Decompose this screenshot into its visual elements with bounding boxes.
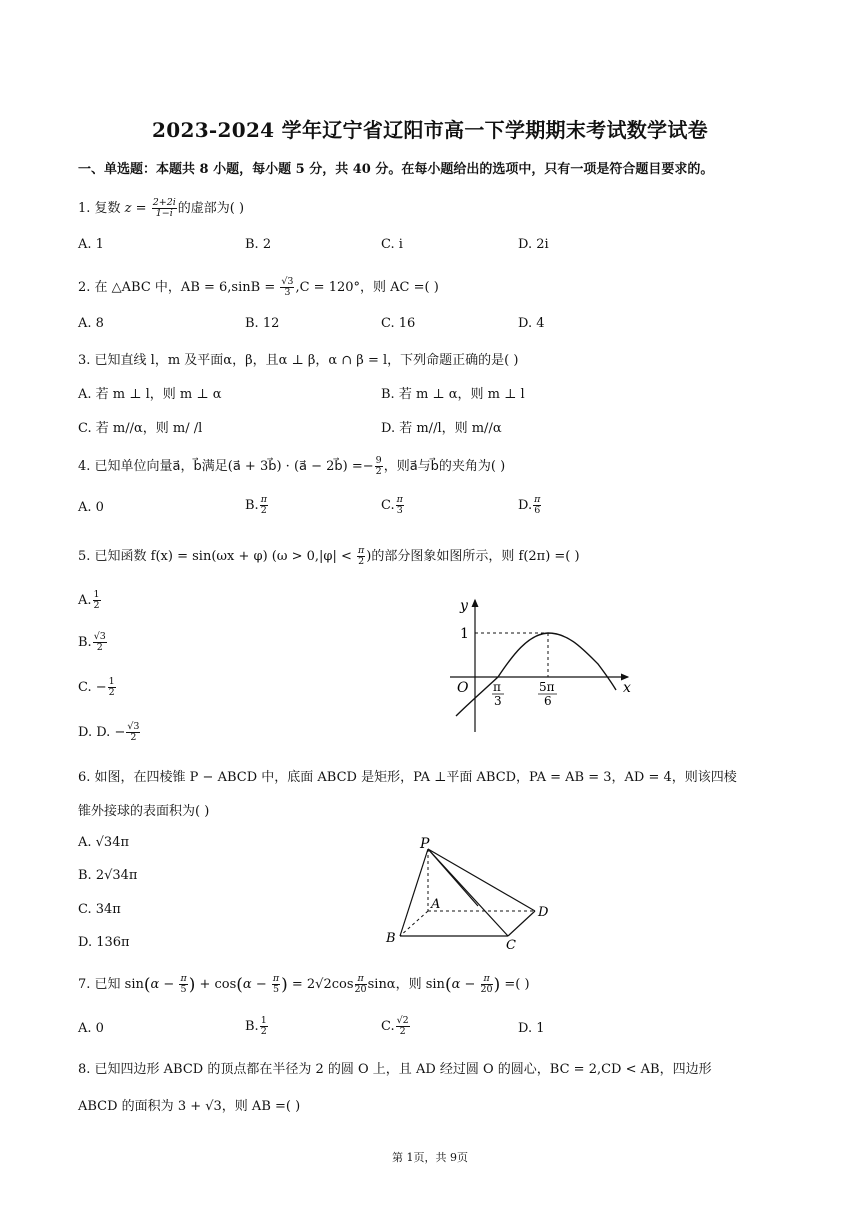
q7-c-den: 2 (399, 1025, 406, 1037)
q7-text-e: =( ) (500, 977, 530, 992)
q7-frac-2 (272, 974, 280, 995)
q5-option-a[interactable] (78, 590, 102, 611)
q7-option-c[interactable] (381, 1016, 411, 1037)
q4-c-den: 3 (396, 504, 403, 516)
q7-frac-3 (355, 974, 367, 995)
edge-pd (428, 849, 535, 911)
question-3: 3. 已知直线 l，m 及平面α，β，且α ⊥ β，α ∩ β = l，下列命题正确的是( ) (78, 353, 519, 368)
q7-paren-close-2: ) (281, 975, 288, 995)
page-title: 2023-2024 学年辽宁省辽阳市高一下学期期末考试数学试卷 (152, 118, 708, 142)
q5-d-den: 2 (130, 731, 137, 743)
q5-d-num: √3 (127, 721, 140, 732)
y-axis-label: y (460, 598, 468, 614)
question-2 (78, 276, 439, 298)
q7-option-b[interactable] (245, 1016, 269, 1037)
q7-option-b-label: B. (245, 1018, 259, 1034)
q5-a-den: 2 (93, 599, 100, 611)
tick-5pi-6-num: 5π (539, 680, 555, 694)
q7-f3-num: π (355, 974, 367, 985)
q1-fraction (152, 198, 177, 219)
q7-f4-den: 20 (480, 984, 493, 995)
question-8-line-1: 8. 已知四边形 ABCD 的顶点都在半径为 2 的圆 O 上，且 AD 经过圆 O 的圆心，BC = 2,CD < AB，四边形 (78, 1062, 712, 1077)
q1-eq: = (131, 201, 151, 216)
q3-option-a[interactable]: A. 若 m ⊥ l，则 m ⊥ α (78, 387, 222, 402)
q7-c-num: √2 (396, 1015, 409, 1026)
q6-option-b[interactable]: B. 2√34π (78, 868, 138, 883)
pyramid-figure (380, 836, 560, 952)
tick-pi-3-num: π (493, 680, 501, 694)
q2-frac-den: 3 (284, 287, 291, 298)
question-6-line-1: 6. 如图，在四棱锥 P − ABCD 中，底面 ABCD 是矩形，PA ⊥平面 ABCD，PA = AB = 3，AD = 4，则该四棱 (78, 770, 737, 785)
x-axis-label: x (623, 680, 631, 696)
q7-option-d[interactable]: D. 1 (518, 1021, 545, 1036)
q2-fraction (280, 277, 294, 298)
q3-option-c[interactable]: C. 若 m//α，则 m/ /l (78, 421, 203, 436)
q7-paren-close-1: ) (188, 975, 196, 995)
vertex-d-label: D (538, 905, 549, 920)
q4-option-d-label: D. (518, 497, 533, 513)
q7-frac-4 (481, 974, 493, 995)
q5-text2: )的部分图象如图所示，则 f(2π) =( ) (366, 549, 580, 564)
q5-option-d[interactable] (78, 722, 141, 743)
q4-d-num: π (534, 494, 541, 505)
q3-option-d[interactable]: D. 若 m//l，则 m//α (381, 421, 502, 436)
q7-f3-den: 20 (354, 984, 367, 995)
question-6-line-2: 锥外接球的表面积为( ) (78, 804, 210, 819)
q4-option-a[interactable]: A. 0 (78, 500, 104, 515)
q6-option-c[interactable]: C. 34π (78, 902, 121, 917)
q2-option-a[interactable]: A. 8 (78, 316, 104, 331)
q5-option-d-frac (126, 722, 140, 743)
y-tick-one: 1 (460, 626, 469, 642)
sine-graph-figure (440, 592, 640, 740)
q7-paren-close-3: ) (493, 975, 501, 995)
q5-option-d-label: D. D. − (78, 724, 126, 740)
q5-a-num: 1 (93, 589, 100, 600)
q1-option-c[interactable]: C. i (381, 237, 403, 252)
q7-f2-num: π (272, 973, 280, 985)
question-5 (78, 545, 580, 567)
q7-f4-num: π (481, 974, 493, 985)
q1-prefix: 1. 复数 (78, 201, 125, 216)
q5-option-a-frac (93, 590, 101, 611)
question-8-line-2: ABCD 的面积为 3 + √3，则 AB =( ) (78, 1099, 301, 1114)
section-heading: 一、单选题：本题共 8 小题，每小题 5 分，共 40 分。在每小题给出的选项中，只有一项是符合题目要求的。 (78, 162, 714, 177)
q1-option-d[interactable]: D. 2i (518, 237, 549, 252)
q4-fraction (375, 456, 383, 477)
q5-option-c-label: C. − (78, 679, 107, 695)
q7-text-b: + cos (195, 977, 237, 992)
q3-option-b[interactable]: B. 若 m ⊥ α，则 m ⊥ l (381, 387, 525, 402)
q5-text: 5. 已知函数 f(x) = sin(ωx + φ) (ω > 0,|φ| < (78, 549, 357, 564)
q7-b-den: 2 (260, 1025, 267, 1037)
q4-option-b-label: B. (245, 497, 259, 513)
q4-b-num: π (260, 494, 267, 505)
q1-frac-num: 2+2i (152, 197, 176, 209)
q5-option-b-label: B. (78, 634, 92, 650)
q5-option-c[interactable] (78, 677, 117, 698)
q2-option-d[interactable]: D. 4 (518, 316, 545, 331)
q6-option-d[interactable]: D. 136π (78, 935, 130, 950)
q4-text: 4. 已知单位向量a⃗，b⃗满足(a⃗ + 3b⃗) · (a⃗ − 2b⃗) =− (78, 459, 374, 474)
q7-paren1-b: α − (242, 977, 271, 992)
q7-text-a: 7. 已知 sin (78, 977, 144, 992)
q4-frac-den: 2 (375, 466, 382, 477)
q5-option-b-frac (93, 632, 107, 653)
q1-var: z (124, 201, 132, 216)
q2-frac-num: √3 (281, 276, 294, 288)
q4-option-b[interactable] (245, 495, 269, 516)
q1-frac-den: 1−i (155, 208, 173, 219)
q4-text2: ，则a⃗与b⃗的夹角为( ) (383, 459, 506, 474)
question-1 (78, 197, 244, 219)
q7-option-b-frac (260, 1016, 268, 1037)
q1-option-a[interactable]: A. 1 (78, 237, 104, 252)
q2-text: 2. 在 △ABC 中，AB = 6,sinB = (78, 280, 280, 295)
q7-b-num: 1 (260, 1015, 267, 1026)
q7-frac-1 (179, 974, 187, 995)
q4-option-c-label: C. (381, 497, 395, 513)
origin-label: O (457, 680, 469, 696)
q4-option-c[interactable] (381, 495, 405, 516)
q7-paren1-c: α − (451, 977, 480, 992)
q5-option-c-frac (108, 677, 116, 698)
question-7 (78, 973, 530, 995)
vertex-b-label: B (386, 931, 396, 946)
q2-option-c[interactable]: C. 16 (381, 316, 416, 331)
q4-frac-num: 9 (375, 455, 382, 467)
tick-5pi-6-den: 6 (544, 694, 552, 708)
q4-option-c-frac (396, 495, 404, 516)
q7-paren-open-1: ( (143, 975, 151, 995)
q5-option-a-label: A. (78, 592, 92, 608)
q2-option-b[interactable]: B. 12 (245, 316, 280, 331)
q5-b-den: 2 (96, 641, 103, 653)
q7-option-a[interactable]: A. 0 (78, 1021, 104, 1036)
q5-c-den: 2 (108, 686, 115, 698)
q7-option-c-frac (396, 1016, 410, 1037)
q4-c-num: π (396, 494, 403, 505)
q5-fraction (357, 546, 365, 567)
q6-option-a[interactable]: A. √34π (78, 835, 130, 850)
sine-curve (456, 633, 616, 716)
q7-paren1-a: α − (150, 977, 179, 992)
q7-text-d: sinα，则 sin (367, 977, 445, 992)
vertex-a-label: A (431, 897, 441, 912)
q5-frac-num: π (358, 545, 365, 557)
q5-c-num: 1 (108, 676, 115, 687)
q5-option-b[interactable] (78, 632, 108, 653)
q1-option-b[interactable]: B. 2 (245, 237, 272, 252)
q4-option-b-frac (260, 495, 268, 516)
vertex-p-label: P (420, 836, 430, 852)
q2-text2: ,C = 120°，则 AC =( ) (295, 280, 439, 295)
q7-f1-num: π (180, 973, 187, 985)
page-footer: 第 1页，共 9页 (392, 1151, 468, 1164)
q7-paren-open-3: ( (444, 975, 452, 995)
q5-b-num: √3 (93, 631, 106, 642)
q4-b-den: 2 (260, 504, 267, 516)
question-4 (78, 455, 505, 477)
q1-suffix: 的虚部为( ) (177, 201, 245, 216)
q4-d-den: 6 (534, 504, 541, 516)
q7-option-c-label: C. (381, 1018, 395, 1034)
q4-option-d-frac (533, 495, 541, 516)
q5-frac-den: 2 (358, 556, 365, 567)
q7-paren-open-2: ( (236, 975, 243, 995)
q7-f2-den: 5 (272, 984, 279, 995)
q7-f1-den: 5 (180, 984, 187, 995)
q7-text-c: = 2√2cos (287, 977, 354, 992)
edge-cd (508, 911, 535, 936)
q4-option-d[interactable] (518, 495, 542, 516)
vertex-c-label: C (506, 938, 516, 952)
tick-pi-3-den: 3 (494, 694, 502, 708)
